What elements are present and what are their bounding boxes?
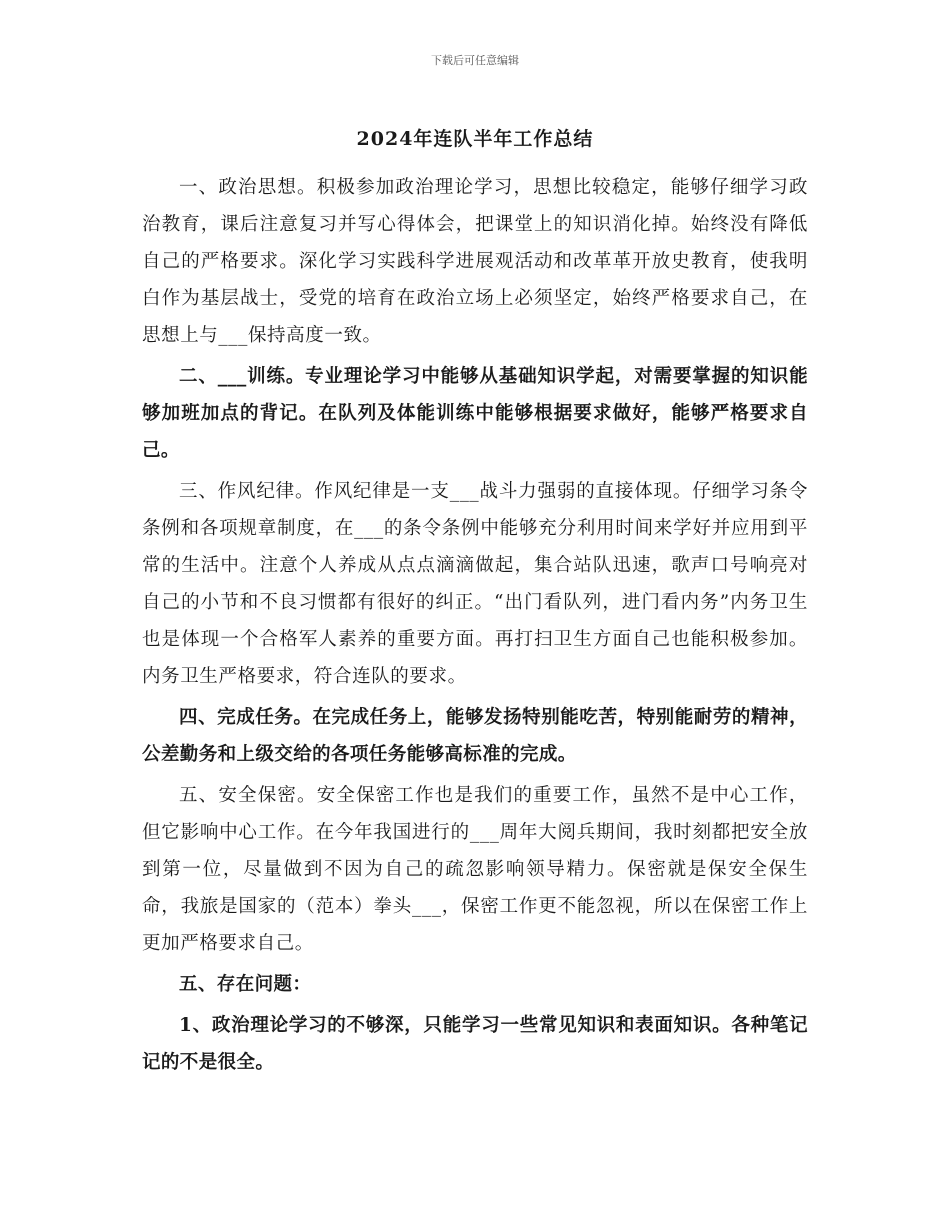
paragraph-problem-1: 1、政治理论学习的不够深，只能学习一些常见知识和表面知识。各种笔记记的不是很全。 — [142, 1015, 808, 1073]
header-note: 下载后可任意编辑 — [431, 54, 519, 67]
paragraph-tasks: 四、完成任务。在完成任务上，能够发扬特别能吃苦，特别能耐劳的精神，公差勤务和上级交给的各项任务能够高标准的完成。 — [142, 707, 808, 765]
document-body — [142, 169, 808, 1085]
paragraph-training: 二、___训练。专业理论学习中能够从基础知识学起，对需要掌握的知识能够加班加点的背记。在队列及体能训练中能够根据要求做好，能够严格要求自己。 — [142, 366, 808, 461]
paragraph-problems-heading: 五、存在问题： — [179, 974, 312, 995]
paragraph-discipline: 三、作风纪律。作风纪律是一支___战斗力强弱的直接体现。仔细学习条令条例和各项规章制度，在___的条令条例中能够充分利用时间来学好并应用到平常的生活中。注意个人养成从点点滴滴做起，集合站队迅速，歌声口号响亮对自己的小节和不良习惯都有很好的纠正。“出门看队列，进门看内务”内务卫生也是体现一个合格军人素养的重要方面。再打扫卫生方面自己也能积极参加。内务卫生严格要求，符合连队的要求。 — [142, 481, 808, 687]
document-title: 2024年连队半年工作总结 — [356, 128, 594, 150]
paragraph-security: 五、安全保密。安全保密工作也是我们的重要工作，虽然不是中心工作，但它影响中心工作。在今年我国进行的___周年大阅兵期间，我时刻都把安全放到第一位，尽量做到不因为自己的疏忽影响领导精力。保密就是保安全保生命，我旅是国家的（范本）拳头___，保密工作更不能忽视，所以在保密工作上更加严格要求自己。 — [142, 785, 808, 954]
paragraph-political-thought: 一、政治思想。积极参加政治理论学习，思想比较稳定，能够仔细学习政治教育，课后注意复习并写心得体会，把课堂上的知识消化掉。始终没有降低自己的严格要求。深化学习实践科学进展观活动和改革革开放史教育，使我明白作为基层战士，受党的培育在政治立场上必须坚定，始终严格要求自己，在思想上与___保持高度一致。 — [142, 177, 808, 346]
